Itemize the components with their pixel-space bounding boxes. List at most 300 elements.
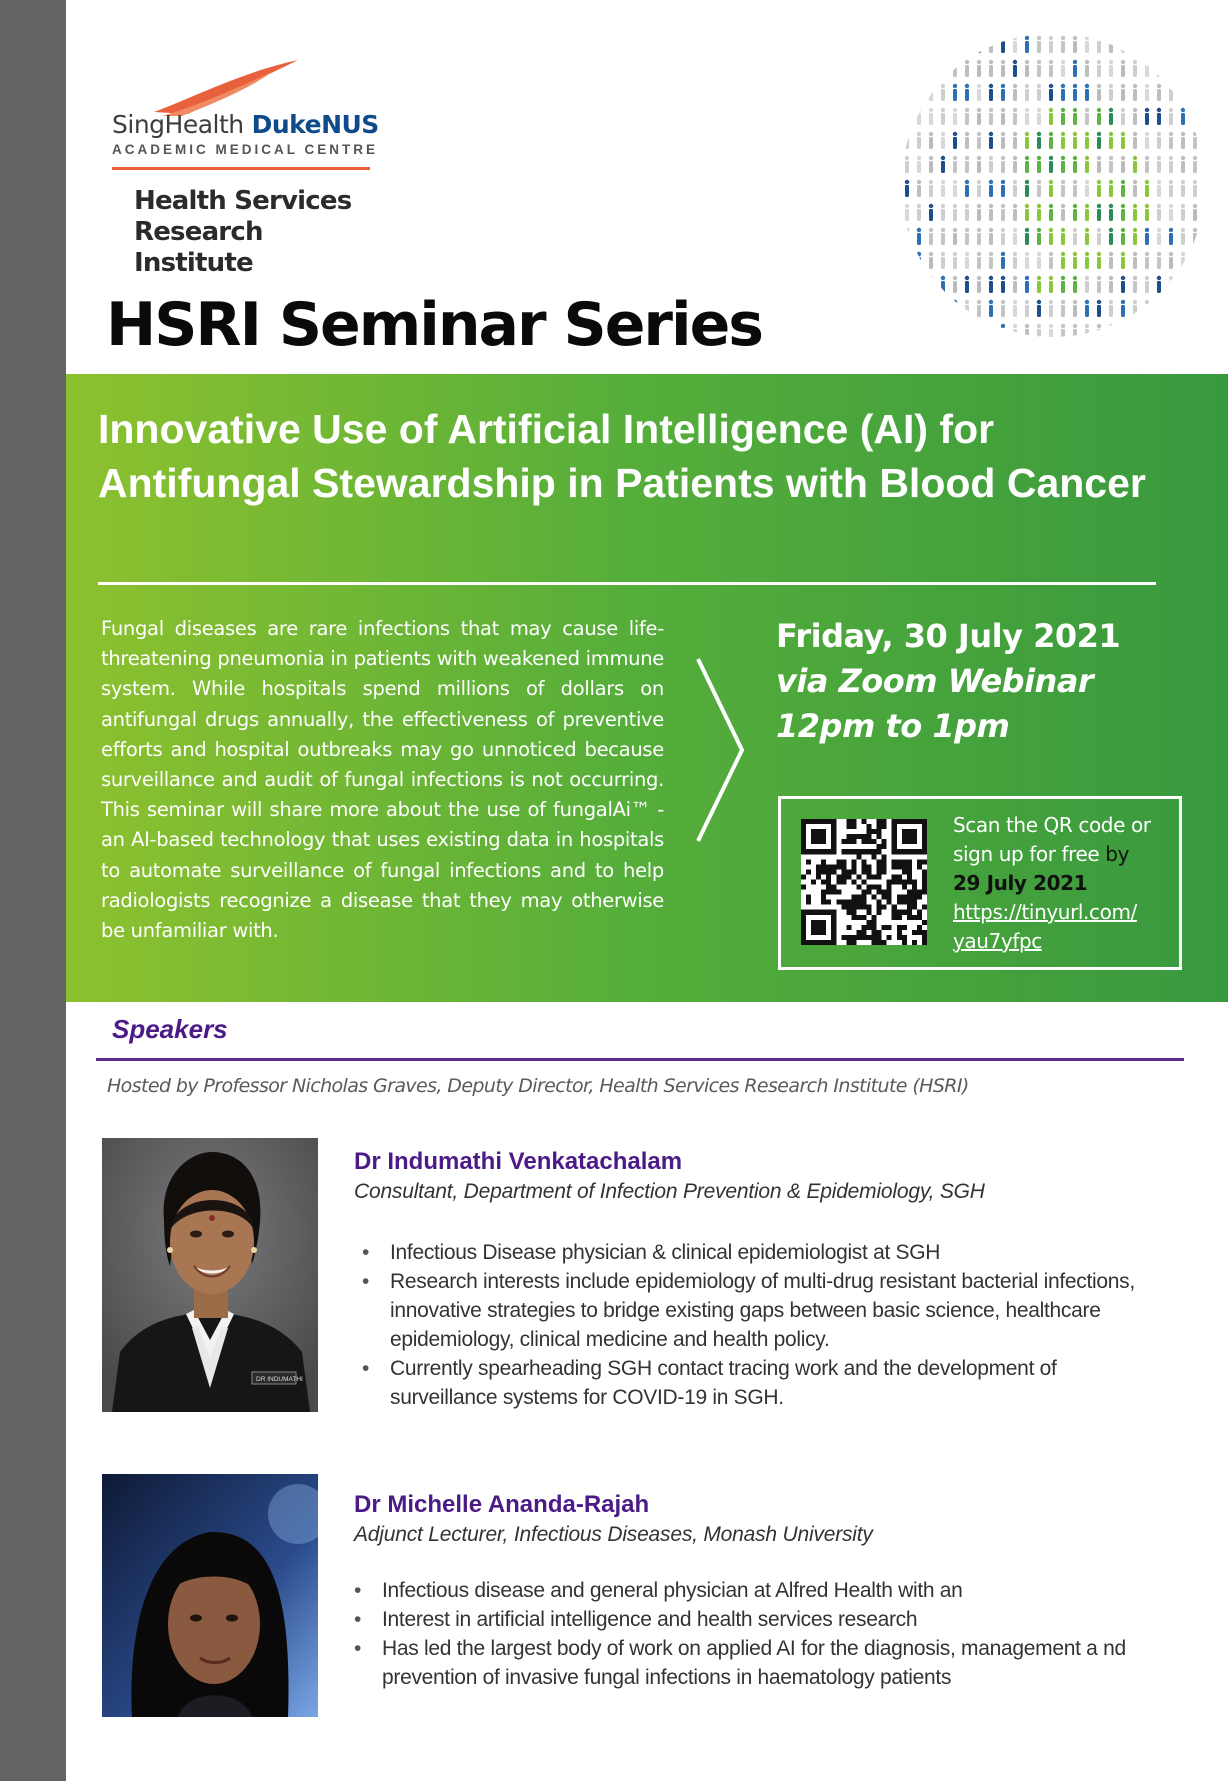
person-figure <box>1121 204 1125 221</box>
qr-module <box>861 930 866 935</box>
person-figure <box>953 60 957 77</box>
person-figure <box>1097 300 1101 317</box>
qr-module <box>821 940 826 945</box>
qr-module <box>892 915 897 920</box>
qr-module <box>892 859 897 864</box>
qr-module <box>856 834 861 839</box>
qr-module <box>917 895 922 900</box>
registration-deadline: 29 July 2021 <box>953 871 1088 895</box>
person-figure <box>929 132 933 149</box>
qr-module <box>907 905 912 910</box>
qr-module <box>801 849 806 854</box>
qr-module <box>892 849 897 854</box>
person-figure <box>941 108 945 125</box>
qr-module <box>902 839 907 844</box>
person-figure <box>1061 84 1065 101</box>
qr-module <box>897 925 902 930</box>
person-figure <box>1085 156 1089 173</box>
qr-module <box>922 829 927 834</box>
person-figure <box>1157 60 1161 77</box>
qr-module <box>872 849 877 854</box>
qr-module <box>912 839 917 844</box>
qr-module <box>897 859 902 864</box>
logo-institute-name: Health Services Research Institute <box>134 186 352 278</box>
person-figure <box>1169 252 1173 269</box>
qr-module <box>826 849 831 854</box>
person-figure <box>1085 108 1089 125</box>
person-figure <box>1061 132 1065 149</box>
qr-module <box>811 839 816 844</box>
qr-module <box>856 854 861 859</box>
person-figure <box>1193 36 1197 53</box>
qr-module <box>831 935 836 940</box>
qr-module <box>831 925 836 930</box>
person-figure <box>1049 324 1053 340</box>
qr-module <box>867 839 872 844</box>
person-figure <box>1133 60 1137 77</box>
qr-module <box>811 930 816 935</box>
person-figure <box>1085 300 1089 317</box>
qr-module <box>922 849 927 854</box>
qr-module <box>907 895 912 900</box>
qr-module <box>861 834 866 839</box>
qr-module <box>841 839 846 844</box>
singhealth-dukenus-logo <box>112 50 382 278</box>
qr-module <box>801 834 806 839</box>
qr-module <box>872 935 877 940</box>
qr-module <box>801 920 806 925</box>
person-figure <box>929 204 933 221</box>
qr-module <box>877 885 882 890</box>
person-figure <box>1157 132 1161 149</box>
person-figure <box>1037 204 1041 221</box>
person-figure <box>905 36 909 53</box>
person-figure <box>941 60 945 77</box>
qr-module <box>902 879 907 884</box>
event-venue: via Zoom Webinar <box>776 662 1094 700</box>
qr-module <box>892 834 897 839</box>
person-figure <box>1109 228 1113 245</box>
qr-module <box>887 935 892 940</box>
abstract-text: Fungal diseases are rare infections that may cause life-threatening pneumonia in patients with weakened immune system. While hospitals spend millions of dollars on antifungal drugs annually, the effectiveness of preventive efforts and hospital outbreaks may go unnoticed because surveillance and audit of fungal infections is not occurring. This seminar will share more about the use of fungalAi™ - an AI-based technology that uses existing data in hospitals to automate surveillance of fungal infections and to help radiologists recognize a disease that they may otherwise be unfamiliar with. <box>101 617 664 943</box>
qr-module <box>806 859 811 864</box>
qr-module <box>882 819 887 824</box>
event-date: Friday, 30 July 2021 <box>776 617 1121 655</box>
person-figure <box>1157 300 1161 317</box>
person-figure <box>1145 324 1149 340</box>
qr-module <box>917 925 922 930</box>
person-figure <box>929 228 933 245</box>
qr-module <box>821 930 826 935</box>
person-figure <box>1193 228 1197 245</box>
person-figure <box>989 252 993 269</box>
qr-module <box>902 829 907 834</box>
qr-module <box>867 864 872 869</box>
qr-module <box>831 890 836 895</box>
list-item: • Infectious Disease physician & clinical epidemiologist at SGH <box>358 1238 1158 1267</box>
qr-module <box>897 935 902 940</box>
person-figure <box>1133 204 1137 221</box>
person-figure <box>1205 180 1208 197</box>
person-figure <box>989 276 993 293</box>
qr-module <box>867 920 872 925</box>
qr-module <box>907 834 912 839</box>
person-figure <box>917 324 921 340</box>
qr-module <box>831 829 836 834</box>
name-badge: DR INDUMATHI <box>256 1376 303 1383</box>
qr-module <box>892 839 897 844</box>
qr-module <box>882 859 887 864</box>
speaker-bullet-list <box>350 1576 1190 1692</box>
qr-module <box>882 864 887 869</box>
person-figure <box>953 108 957 125</box>
person-figure <box>1073 300 1077 317</box>
person-figure <box>977 228 981 245</box>
qr-module <box>867 824 872 829</box>
qr-module <box>846 834 851 839</box>
list-item: • Has led the largest body of work on applied AI for the diagnosis, management a nd prevention of invasive fungal infections in haematology patients <box>350 1634 1190 1692</box>
person-figure <box>1121 132 1125 149</box>
qr-module <box>831 885 836 890</box>
qr-module <box>811 879 816 884</box>
person-figure <box>1133 108 1137 125</box>
person-figure <box>1097 228 1101 245</box>
person-figure <box>1061 204 1065 221</box>
series-title: HSRI Seminar Series <box>106 290 762 360</box>
list-item: • Research interests include epidemiology of multi-drug resistant bacterial infections, innovative strategies to bridge existing gaps between basic science, healthcare epidemiology, clinical medicine and health policy. <box>358 1267 1158 1354</box>
person-figure <box>953 156 957 173</box>
person-figure <box>929 180 933 197</box>
qr-module <box>867 869 872 874</box>
person-figure <box>1145 180 1149 197</box>
person-figure <box>1085 204 1089 221</box>
qr-module <box>902 895 907 900</box>
qr-module <box>821 879 826 884</box>
person-figure <box>989 204 993 221</box>
qr-module <box>831 940 836 945</box>
qr-module <box>856 849 861 854</box>
qr-module <box>902 910 907 915</box>
person-figure <box>1121 156 1125 173</box>
person-figure <box>1145 132 1149 149</box>
qr-module <box>897 849 902 854</box>
person-figure <box>1037 60 1041 77</box>
qr-module <box>856 930 861 935</box>
person-figure <box>953 276 957 293</box>
person-figure <box>989 180 993 197</box>
qr-module <box>821 869 826 874</box>
person-figure <box>929 108 933 125</box>
qr-module <box>902 819 907 824</box>
person-figure <box>1121 300 1125 317</box>
person-figure <box>1181 252 1185 269</box>
qr-module <box>841 935 846 940</box>
person-figure <box>1205 300 1208 317</box>
qr-module <box>877 849 882 854</box>
qr-module <box>841 900 846 905</box>
person-figure <box>965 156 969 173</box>
qr-module <box>851 895 856 900</box>
person-figure <box>1133 180 1137 197</box>
person-figure <box>1145 300 1149 317</box>
person-figure <box>1145 84 1149 101</box>
person-figure <box>941 228 945 245</box>
qr-module <box>856 895 861 900</box>
qr-module <box>816 864 821 869</box>
person-figure <box>941 252 945 269</box>
person-figure <box>1193 132 1197 149</box>
person-figure <box>1001 252 1005 269</box>
qr-module <box>826 910 831 915</box>
portrait-1-graphic <box>102 1138 318 1412</box>
qr-module <box>902 925 907 930</box>
qr-module <box>922 930 927 935</box>
person-figure <box>1001 36 1005 53</box>
qr-module <box>922 940 927 945</box>
person-figure <box>905 84 909 101</box>
qr-module <box>872 915 877 920</box>
qr-module <box>846 925 851 930</box>
person-figure <box>1169 108 1173 125</box>
person-figure <box>1049 36 1053 53</box>
qr-module <box>912 930 917 935</box>
person-figure <box>1205 84 1208 101</box>
person-figure <box>989 156 993 173</box>
person-figure <box>1037 228 1041 245</box>
person-figure <box>1097 108 1101 125</box>
person-figure <box>1109 36 1113 53</box>
person-figure <box>905 276 909 293</box>
person-figure <box>1097 180 1101 197</box>
person-figure <box>1013 300 1017 317</box>
person-figure <box>953 300 957 317</box>
qr-module <box>867 834 872 839</box>
qr-module <box>861 905 866 910</box>
person-figure <box>1001 276 1005 293</box>
person-figure <box>1085 60 1089 77</box>
qr-module <box>877 864 882 869</box>
person-figure <box>1169 180 1173 197</box>
person-figure <box>1157 36 1161 53</box>
person-figure <box>1205 324 1208 340</box>
qr-module <box>892 844 897 849</box>
qr-module <box>877 829 882 834</box>
person-figure <box>953 204 957 221</box>
qr-module <box>816 839 821 844</box>
qr-module <box>917 849 922 854</box>
person-figure <box>1181 324 1185 340</box>
qr-module <box>816 920 821 925</box>
person-figure <box>1133 84 1137 101</box>
qr-module <box>872 940 877 945</box>
person-figure <box>1061 60 1065 77</box>
qr-module <box>907 915 912 920</box>
qr-module <box>867 925 872 930</box>
person-figure <box>917 180 921 197</box>
qr-module <box>856 905 861 910</box>
qr-module <box>816 930 821 935</box>
person-figure <box>941 84 945 101</box>
qr-module <box>917 864 922 869</box>
person-figure <box>905 180 909 197</box>
person-figure <box>1061 252 1065 269</box>
qr-module <box>897 864 902 869</box>
person-figure <box>929 156 933 173</box>
qr-module <box>861 915 866 920</box>
person-figure <box>1205 132 1208 149</box>
person-figure <box>1205 108 1208 125</box>
person-figure <box>1049 228 1053 245</box>
person-figure <box>1157 156 1161 173</box>
person-figure <box>1097 252 1101 269</box>
qr-module <box>872 885 877 890</box>
person-figure <box>929 324 933 340</box>
person-figure <box>941 204 945 221</box>
qr-module <box>826 879 831 884</box>
qr-module <box>912 819 917 824</box>
qr-module <box>821 910 826 915</box>
qr-module <box>861 890 866 895</box>
person-figure <box>1001 204 1005 221</box>
person-figure <box>1025 132 1029 149</box>
qr-module <box>826 885 831 890</box>
person-figure <box>1025 60 1029 77</box>
qr-module <box>851 839 856 844</box>
person-figure <box>929 60 933 77</box>
qr-module <box>821 900 826 905</box>
qr-module <box>872 854 877 859</box>
person-figure <box>1013 156 1017 173</box>
person-figure <box>1001 84 1005 101</box>
qr-module <box>907 869 912 874</box>
person-figure <box>917 204 921 221</box>
qr-module <box>902 869 907 874</box>
qr-module <box>922 879 927 884</box>
person-figure <box>1133 300 1137 317</box>
qr-module <box>801 829 806 834</box>
person-figure <box>1085 36 1089 53</box>
person-figure <box>917 300 921 317</box>
qr-module <box>851 915 856 920</box>
person-figure <box>905 228 909 245</box>
qr-module <box>846 839 851 844</box>
qr-module <box>851 905 856 910</box>
person-figure <box>1157 252 1161 269</box>
person-figure <box>1025 180 1029 197</box>
qr-module <box>882 869 887 874</box>
person-figure <box>1181 60 1185 77</box>
hosted-by-text: Hosted by Professor Nicholas Graves, Deputy Director, Health Services Research Institute (HSRI) <box>107 1075 969 1097</box>
person-figure <box>1061 276 1065 293</box>
person-figure <box>1109 276 1113 293</box>
qr-module <box>831 930 836 935</box>
qr-module <box>821 895 826 900</box>
qr-module <box>806 869 811 874</box>
qr-module <box>831 869 836 874</box>
person-figure <box>1157 324 1161 340</box>
qr-module <box>821 829 826 834</box>
qr-module <box>917 930 922 935</box>
person-figure <box>1157 180 1161 197</box>
person-figure <box>1181 156 1185 173</box>
person-figure <box>1133 276 1137 293</box>
qr-module <box>846 874 851 879</box>
person-figure <box>1181 108 1185 125</box>
person-figure <box>929 36 933 53</box>
person-figure <box>941 132 945 149</box>
qr-module <box>831 849 836 854</box>
qr-module <box>851 849 856 854</box>
qr-module <box>867 890 872 895</box>
qr-module <box>922 869 927 874</box>
person-figure <box>1025 108 1029 125</box>
person-figure <box>1073 108 1077 125</box>
person-figure <box>1109 324 1113 340</box>
qr-module <box>851 869 856 874</box>
speaker-role: Adjunct Lecturer, Infectious Diseases, Monash University <box>354 1523 873 1546</box>
qr-module <box>912 849 917 854</box>
person-figure <box>941 276 945 293</box>
qr-module <box>877 935 882 940</box>
qr-module <box>826 819 831 824</box>
person-figure <box>965 180 969 197</box>
person-figure <box>1181 300 1185 317</box>
qr-module <box>861 925 866 930</box>
person-figure <box>1097 204 1101 221</box>
qr-module <box>912 829 917 834</box>
person-figure <box>1061 156 1065 173</box>
qr-module <box>907 829 912 834</box>
person-figure <box>1109 204 1113 221</box>
qr-module <box>861 869 866 874</box>
qr-module <box>882 890 887 895</box>
qr-module <box>826 890 831 895</box>
qr-module <box>867 935 872 940</box>
person-figure <box>1001 108 1005 125</box>
registration-link[interactable]: https://tinyurl.com/ yau7yfpc <box>953 900 1137 953</box>
qr-module <box>867 874 872 879</box>
person-figure <box>1181 84 1185 101</box>
qr-module <box>877 890 882 895</box>
person-figure <box>1169 300 1173 317</box>
qr-module <box>922 905 927 910</box>
person-figure <box>929 300 933 317</box>
person-figure <box>1181 228 1185 245</box>
qr-module <box>801 874 806 879</box>
qr-module <box>831 910 836 915</box>
qr-module <box>851 824 856 829</box>
person-figure <box>953 252 957 269</box>
qr-module <box>877 874 882 879</box>
person-figure <box>1193 60 1197 77</box>
person-figure <box>1205 36 1208 53</box>
qr-code-icon[interactable] <box>801 819 927 945</box>
person-figure <box>1109 108 1113 125</box>
qr-module <box>861 935 866 940</box>
qr-module <box>922 920 927 925</box>
person-figure <box>977 36 981 53</box>
qr-module <box>872 925 877 930</box>
qr-module <box>902 940 907 945</box>
qr-module <box>887 925 892 930</box>
person-figure <box>1121 324 1125 340</box>
person-figure <box>1181 180 1185 197</box>
person-figure <box>1049 108 1053 125</box>
person-figure <box>917 84 921 101</box>
qr-module <box>821 849 826 854</box>
qr-module <box>806 849 811 854</box>
person-figure <box>1109 180 1113 197</box>
